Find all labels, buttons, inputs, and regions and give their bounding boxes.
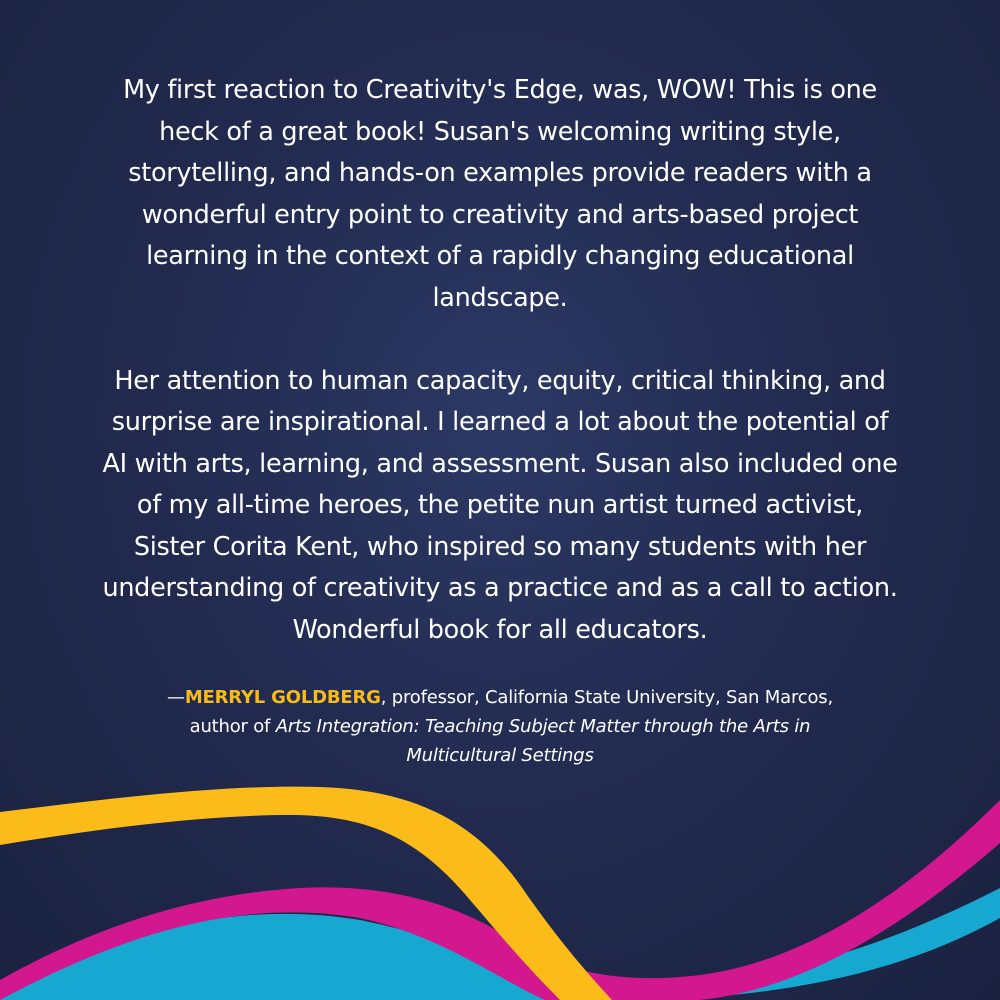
attribution-dash: — <box>167 687 185 708</box>
book-title: Arts Integration: Teaching Subject Matter through the Arts in Multicultural Settings <box>275 716 811 766</box>
author-role: , professor, California State University, San Marcos, author of <box>189 687 833 737</box>
quote-paragraph-2: Her attention to human capacity, equity, critical thinking, and surprise are inspirational. I learned a lot about the potential of AI with arts, learning, and assessment. Susan also included one of my all-time heroes, the petite nun artist turned activist, Sister Corita Kent, who inspired so many students with her understanding of creativity as a practice and as a call to action. Wonderful book for all educators. <box>102 365 898 645</box>
quote-paragraph-1: My first reaction to Creativity's Edge, was, WOW! This is one heck of a great book! Susan's welcoming writing style, storytelling, and hands-on examples provide readers with a wonderful entry point to creativity and arts-based project learning in the context of a rapidly changing educational landscape. <box>123 75 877 313</box>
author-name: MERRYL GOLDBERG <box>184 687 381 708</box>
